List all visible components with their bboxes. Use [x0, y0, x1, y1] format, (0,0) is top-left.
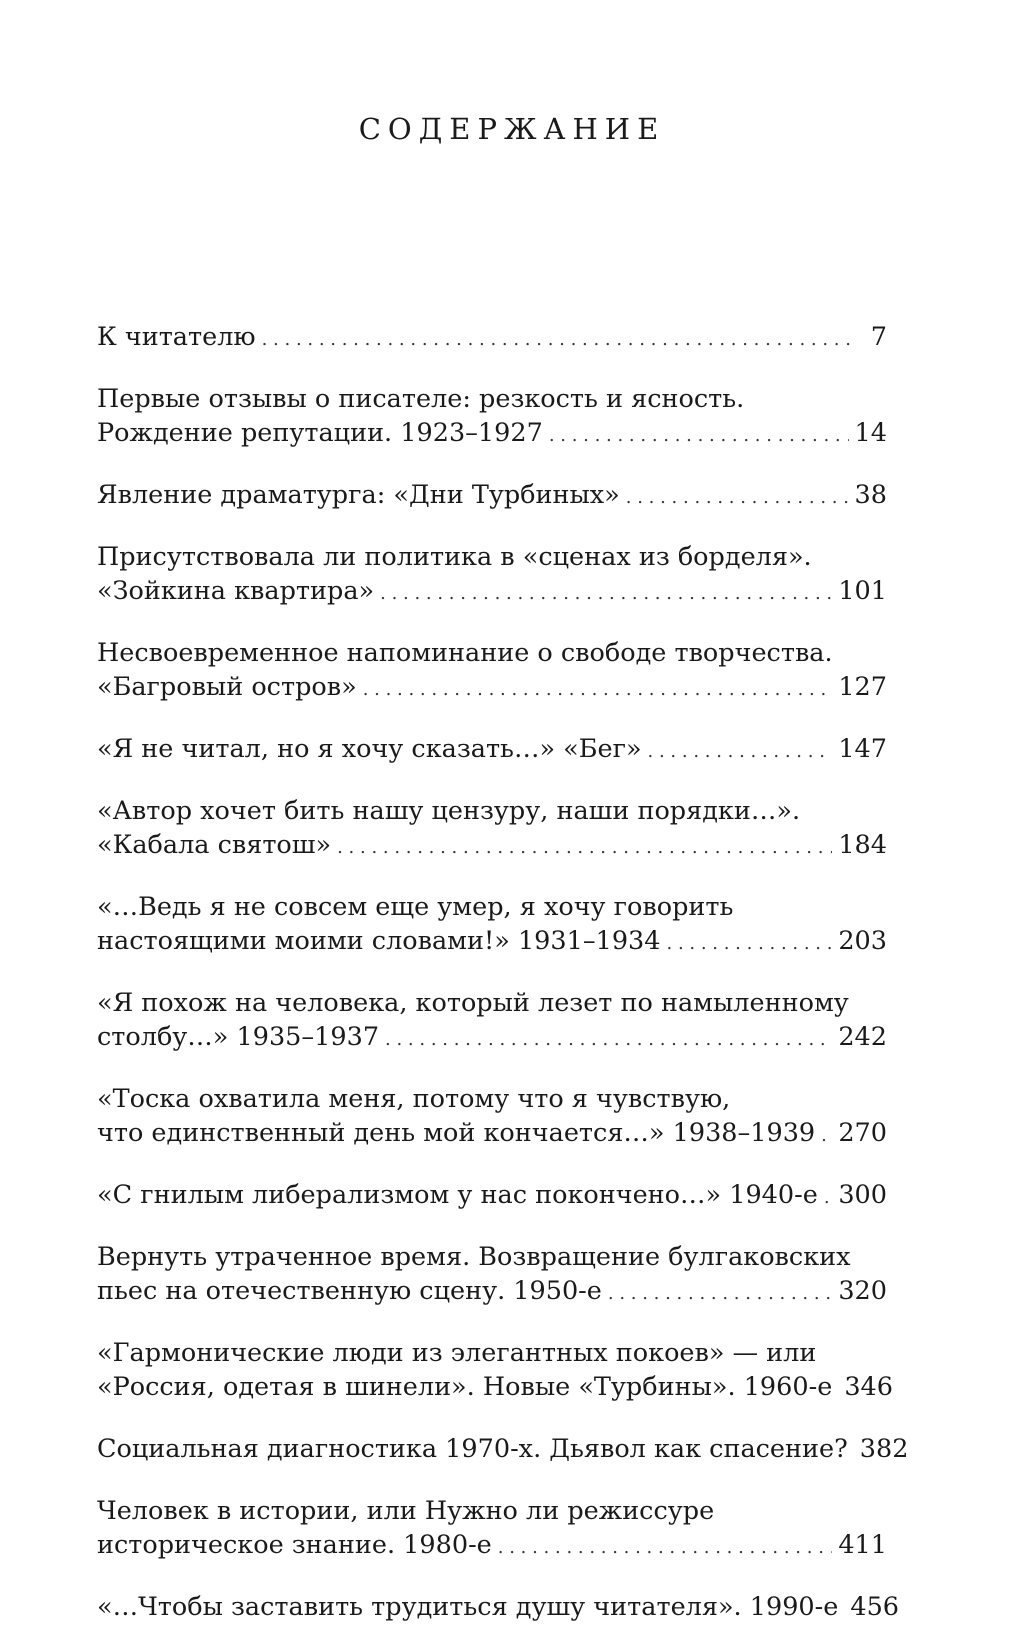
toc-entry-title-line: пьес на отечественную сцену. 1950-е: [97, 1276, 602, 1306]
toc-entry-title-line: «Кабала святош»: [97, 830, 332, 860]
dot-leader: [549, 419, 849, 453]
toc-entry-row: [97, 1116, 887, 1153]
toc-page-number: 411: [838, 1530, 887, 1560]
toc-entry-title-line: что единственный день мой кончается…» 1938–1939: [97, 1118, 816, 1148]
toc-entry-row: [97, 1370, 893, 1407]
toc-entry: [97, 1590, 900, 1627]
toc-entry: [97, 1178, 887, 1215]
toc-entry: [97, 794, 887, 865]
dot-leader: [626, 481, 849, 515]
toc-entry-row: [97, 416, 887, 453]
toc-entry-title-line: «С гнилым либерализмом у нас покончено…» 1940-е: [97, 1180, 818, 1210]
toc-entry-title-line: столбу…» 1935–1937: [97, 1022, 380, 1052]
toc-entry-title-line: настоящими моими словами!» 1931–1934: [97, 926, 661, 956]
toc-entry-row: [97, 1178, 887, 1215]
toc-entry-row: [97, 1528, 887, 1565]
toc-entry: [97, 732, 887, 769]
toc-page-number: 242: [838, 1022, 887, 1052]
toc-page-number: 300: [838, 1180, 887, 1210]
toc-entry: [97, 1494, 887, 1565]
page-title: СОДЕРЖАНИЕ: [358, 112, 666, 146]
toc-page-number: 14: [854, 418, 887, 448]
toc-entry-row: [97, 1432, 909, 1469]
toc-entry: [97, 320, 887, 357]
toc-entry: [97, 890, 887, 961]
dot-leader: [337, 831, 832, 865]
dot-leader: [363, 673, 833, 707]
toc-entry-title-line: «Россия, одетая в шинели». Новые «Турбины». 1960-е: [97, 1372, 833, 1402]
toc-entry-title-line: Рождение репутации. 1923–1927: [97, 418, 543, 448]
toc-entry-row: [97, 732, 887, 769]
toc-entry: [97, 382, 887, 453]
toc-entry-title-line: «Автор хочет бить нашу цензуру, наши порядки…».: [97, 796, 801, 826]
toc-entry-title-line: К читателю: [97, 322, 256, 352]
dot-leader: [648, 735, 833, 769]
toc-page-number: 346: [844, 1372, 893, 1402]
toc-entry: [97, 540, 887, 611]
toc-entry-title-line: Присутствовала ли политика в «сценах из борделя».: [97, 542, 812, 572]
toc-entry-row: [97, 320, 887, 357]
toc-entry-title-line: «Тоска охватила меня, потому что я чувствую,: [97, 1084, 731, 1114]
toc-page-number: 7: [870, 322, 887, 352]
toc-entry: [97, 1082, 887, 1153]
toc-entry: [97, 636, 887, 707]
toc-entry-row: [97, 924, 887, 961]
toc-entry-row: [97, 1590, 900, 1627]
toc-entry: [97, 478, 887, 515]
toc-entry-row: [97, 670, 887, 707]
toc-page-number: 38: [854, 480, 887, 510]
toc-entry-title-line: Первые отзывы о писателе: резкость и ясность.: [97, 384, 745, 414]
toc-entry: [97, 1432, 909, 1469]
toc-entry-title-line: «Я похож на человека, который лезет по намыленному: [97, 988, 849, 1018]
toc-entry-title-line: «…Ведь я не совсем еще умер, я хочу говорить: [97, 892, 734, 922]
toc-entry-row: [97, 828, 887, 865]
toc-entry-title-line: «Зойкина квартира»: [97, 576, 375, 606]
toc-page-number: 184: [838, 830, 887, 860]
dot-leader: [821, 1119, 832, 1153]
toc-entry-row: [97, 1274, 887, 1311]
toc-entry-row: [97, 1020, 887, 1057]
toc-entry-row: [97, 574, 887, 611]
toc-page-number: 127: [838, 672, 887, 702]
toc-page-number: 101: [838, 576, 887, 606]
dot-leader: [385, 1023, 832, 1057]
toc-page-number: 270: [838, 1118, 887, 1148]
toc-entry-title-line: Несвоевременное напоминание о свободе творчества.: [97, 638, 833, 668]
toc-entry-title-line: «…Чтобы заставить трудиться душу читателя». 1990-е: [97, 1592, 839, 1622]
toc-entry-title-line: Вернуть утраченное время. Возвращение булгаковских: [97, 1242, 851, 1272]
dot-leader: [380, 577, 832, 611]
toc-page-number: 382: [859, 1434, 909, 1464]
toc-entry-title-line: Человек в истории, или Нужно ли режиссуре: [97, 1496, 715, 1526]
dot-leader: [824, 1181, 832, 1215]
toc-entry: [97, 986, 887, 1057]
toc-page-number: 147: [838, 734, 887, 764]
toc-entry-title-line: «Я не читал, но я хочу сказать…» «Бег»: [97, 734, 642, 764]
dot-leader: [667, 927, 833, 961]
dot-leader: [262, 323, 851, 357]
toc-entry-title-line: «Гармонические люди из элегантных покоев» — или: [97, 1338, 817, 1368]
toc-entry-title-line: «Багровый остров»: [97, 672, 357, 702]
toc-page-number: 320: [838, 1276, 887, 1306]
toc-entry-title-line: историческое знание. 1980-е: [97, 1530, 492, 1560]
toc-page-number: 456: [850, 1592, 900, 1622]
dot-leader: [498, 1531, 833, 1565]
toc-entry-title-line: Социальная диагностика 1970-х. Дьявол как спасение?: [97, 1434, 848, 1464]
toc-entry-title-line: Явление драматурга: «Дни Турбиных»: [97, 480, 620, 510]
toc-entry-row: [97, 478, 887, 515]
toc-page-number: 203: [838, 926, 887, 956]
table-of-contents: [97, 320, 909, 1652]
dot-leader: [608, 1277, 832, 1311]
toc-entry: [97, 1336, 893, 1407]
toc-entry: [97, 1240, 887, 1311]
